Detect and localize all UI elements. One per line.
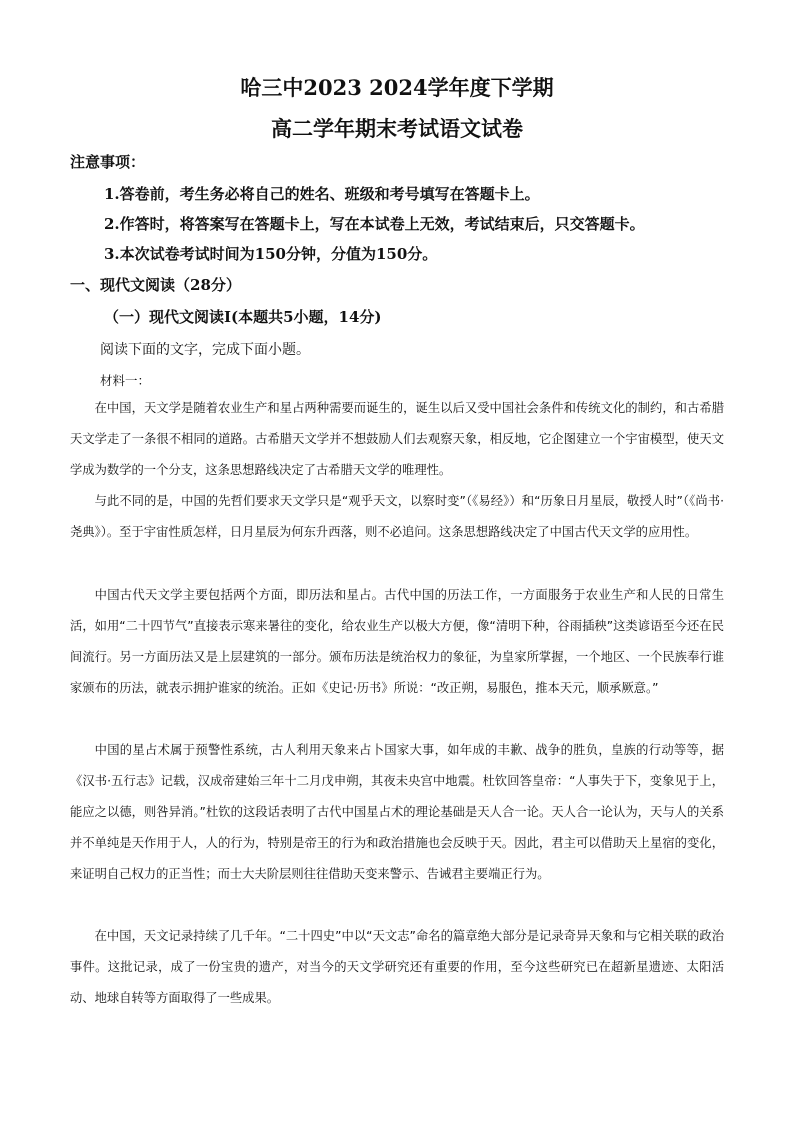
paragraph-1: 在中国，天文学是随着农业生产和星占两种需要而诞生的，诞生以后又受中国社会条件和传统文化的制约，和古希腊天文学走了一条很不相同的道路。古希腊天文学并不想鼓励人们去观察天象，相反地，它企图建立一个宇宙模型，使天文学成为数学的一个分支，这条思想路线决定了古希腊天文学的唯理性。: [70, 401, 724, 477]
paragraph-4: 中国的星占术属于预警性系统，古人利用天象来占卜国家大事，如年成的丰歉、战争的胜负，皇族的行动等等，据《汉书·五行志》记载，汉成帝建始三年十二月戊申朔，其夜未央宫中地震。杜钦回答皇帝：“人事失于下，变象见于上，能应之以德，则咎异消。”杜钦的这段话表明了古代中国星占术的理论基础是天人合一论。天人合一论认为，天与人的关系并不单纯是天作用于人，人的行为，特别是帝王的行为和政治措施也会反映于天。因此，君主可以借助天上星宿的变化，来证明自己权力的正当性；而士大夫阶层则往往借助天变来警示、告诫君主要端正行为。: [70, 743, 724, 881]
material-label: 材料一：: [100, 373, 151, 388]
reading-instruction: 阅读下面的文字，完成下面小题。: [100, 342, 310, 358]
paragraph-5: 在中国，天文记录持续了几千年。“二十四史”中以“天文志”命名的篇章绝大部分是记录奇异天象和与它相关联的政治事件。这批记录，成了一份宝贵的遗产，对当今的天文学研究还有重要的作用，至今这些研究已在超新星遗迹、太阳活动、地球自转等方面取得了一些成果。: [70, 929, 724, 1005]
exam-subtitle: 高二学年期末考试语文试卷: [271, 116, 523, 141]
section-heading: 一、现代文阅读（28分）: [70, 276, 241, 294]
paragraph-3: 中国古代天文学主要包括两个方面，即历法和星占。古代中国的历法工作，一方面服务于农业生产和人民的日常生活，如用“二十四节气”直接表示寒来暑往的变化，给农业生产以极大方便，像“清明下种，谷雨插秧”这类谚语至今还在民间流行。另一方面历法又是上层建筑的一部分。颁布历法是统治权力的象征，为皇家所掌握，一个地区、一个民族奉行谁家颁布的历法，就表示拥护谁家的统治。正如《史记·历书》所说：“改正朔，易服色，推本天元，顺承厥意。”: [70, 588, 724, 695]
subsection-heading: （一）现代文阅读Ⅰ(本题共5小题，14分): [104, 308, 382, 326]
notice-item-2: 2.作答时，将答案写在答题卡上，写在本试卷上无效，考试结束后，只交答题卡。: [104, 215, 645, 233]
exam-title: 哈三中2023 2024学年度下学期: [240, 75, 554, 100]
notice-item-3: 3.本次试卷考试时间为150分钟，分值为150分。: [104, 245, 438, 263]
notice-heading: 注意事项：: [70, 153, 146, 171]
notice-item-1: 1.答卷前，考生务必将自己的姓名、班级和考号填写在答题卡上。: [104, 185, 540, 203]
paragraph-2: 与此不同的是，中国的先哲们要求天文学只是“观乎天文，以察时变”（《易经》）和“历象日月星辰，敬授人时”（《尚书·尧典》）。至于宇宙性质怎样，日月星辰为何东升西落，则不必追问。这条思想路线决定了中国古代天文学的应用性。: [70, 494, 724, 539]
